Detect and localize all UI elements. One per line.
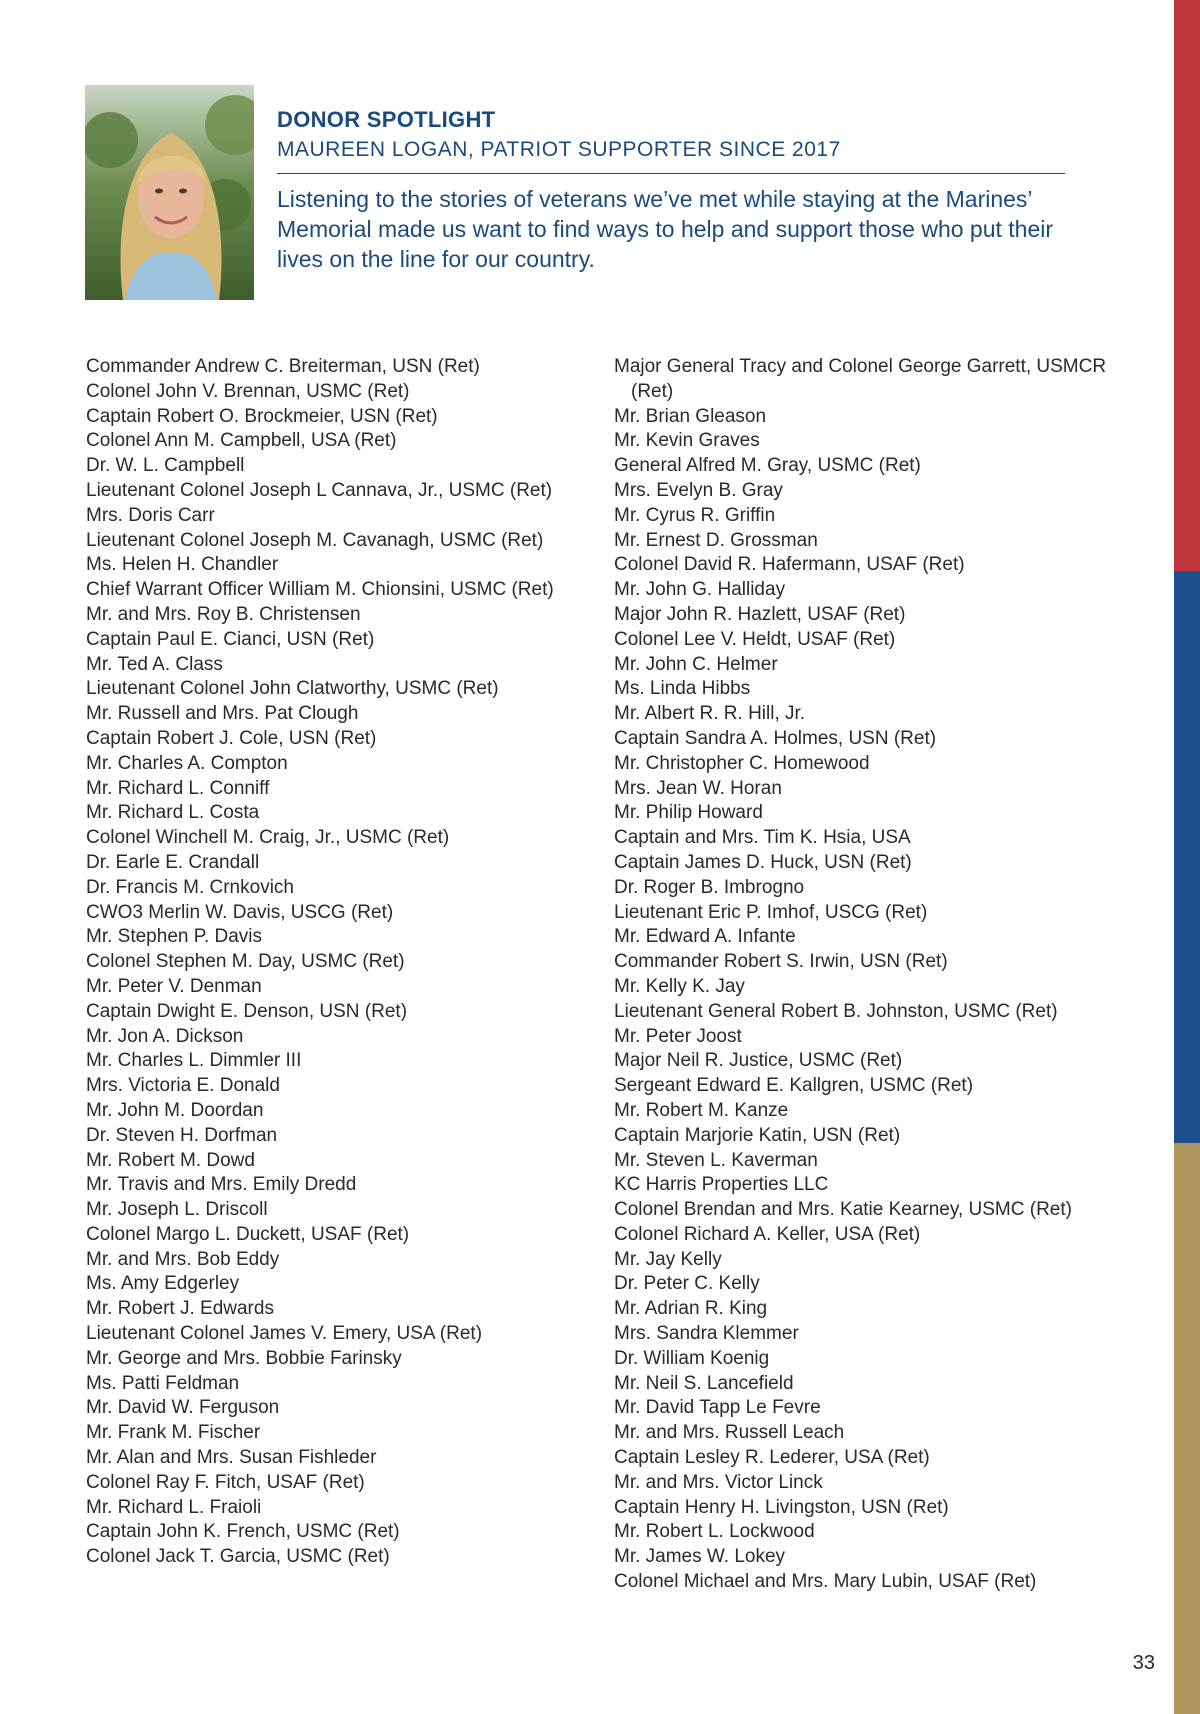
donor-name: Captain John K. French, USMC (Ret) xyxy=(86,1521,400,1543)
donor-name: Commander Andrew C. Breiterman, USN (Ret) xyxy=(86,356,480,377)
donor-name: Mr. Kevin Graves xyxy=(614,430,760,452)
donor-name: Lieutenant Colonel Joseph M. Cavanagh, USMC (Ret) xyxy=(86,529,544,551)
donor-name: Mr. Philip Howard xyxy=(614,802,763,824)
donor-name: General Alfred M. Gray, USMC (Ret) xyxy=(614,455,921,477)
donor-name: Captain Robert O. Brockmeier, USN (Ret) xyxy=(86,405,438,427)
spotlight-subheading: MAUREEN LOGAN, PATRIOT SUPPORTER SINCE 2017 xyxy=(277,138,841,161)
stripe-gold-segment xyxy=(1174,1143,1200,1714)
donor-name: Dr. Earle E. Crandall xyxy=(86,851,260,873)
donor-name: Mr. Jay Kelly xyxy=(614,1248,722,1270)
donor-name: Mr. Ted A. Class xyxy=(86,653,223,675)
donor-name: Colonel Ray F. Fitch, USAF (Ret) xyxy=(86,1471,365,1493)
donor-name: Mr. Robert J. Edwards xyxy=(86,1298,274,1320)
donor-name: Colonel Margo L. Duckett, USAF (Ret) xyxy=(86,1223,410,1245)
donor-name: Mr. Edward A. Infante xyxy=(614,926,796,948)
stripe-blue-segment xyxy=(1174,571,1200,1143)
donor-name: Mr. Robert M. Kanze xyxy=(614,1099,789,1121)
donor-name: Commander Robert S. Irwin, USN (Ret) xyxy=(614,951,948,973)
donor-name: Mr. Brian Gleason xyxy=(614,405,767,427)
donor-name: Lieutenant Colonel John Clatworthy, USMC (Ret) xyxy=(86,678,499,700)
donor-name: Mr. and Mrs. Russell Leach xyxy=(614,1422,845,1444)
donor-name: CWO3 Merlin W. Davis, USCG (Ret) xyxy=(86,901,394,923)
donor-name: Mr. Charles A. Compton xyxy=(86,752,288,774)
donor-name: Ms. Helen H. Chandler xyxy=(86,554,279,576)
donor-name: Mr. Albert R. R. Hill, Jr. xyxy=(614,703,806,725)
donor-name: Colonel Lee V. Heldt, USAF (Ret) xyxy=(614,628,896,650)
donor-name: Mr. and Mrs. Bob Eddy xyxy=(86,1248,280,1270)
donor-name: Mr. David Tapp Le Fevre xyxy=(614,1397,821,1419)
donor-name: Mr. George and Mrs. Bobbie Farinsky xyxy=(86,1347,402,1369)
donor-name: Mr. Kelly K. Jay xyxy=(614,975,745,997)
donor-name: Lieutenant Colonel Joseph L Cannava, Jr., USMC (Ret) xyxy=(86,479,553,501)
donor-name: Colonel Jack T. Garcia, USMC (Ret) xyxy=(86,1546,390,1568)
donor-list-right-column xyxy=(614,355,1114,1595)
donor-name: Mr. Ernest D. Grossman xyxy=(614,529,818,551)
donor-name: Mr. Travis and Mrs. Emily Dredd xyxy=(86,1174,357,1196)
donor-name: Major General Tracy and Colonel George Garrett, USMCR (Ret) xyxy=(614,356,1107,402)
donor-name: Dr. Steven H. Dorfman xyxy=(86,1124,278,1146)
donor-portrait-photo xyxy=(85,85,254,300)
donor-name: Mr. Richard L. Conniff xyxy=(86,777,270,799)
donor-name: Mrs. Victoria E. Donald xyxy=(86,1075,280,1097)
donor-name: Mr. John M. Doordan xyxy=(86,1099,264,1121)
donor-name: Mr. Frank M. Fischer xyxy=(86,1422,261,1444)
donor-name: Colonel Richard A. Keller, USA (Ret) xyxy=(614,1223,921,1245)
donor-name: Major John R. Hazlett, USAF (Ret) xyxy=(614,603,906,625)
donor-name: Mr. Charles L. Dimmler III xyxy=(86,1050,302,1072)
donor-name: Mr. Robert M. Dowd xyxy=(86,1149,255,1171)
donor-name: Mr. David W. Ferguson xyxy=(86,1397,280,1419)
donor-name: Mr. Stephen P. Davis xyxy=(86,926,263,948)
decorative-side-stripe xyxy=(1174,0,1200,1714)
donor-name: Captain Dwight E. Denson, USN (Ret) xyxy=(86,1000,408,1022)
donor-name: Dr. W. L. Campbell xyxy=(86,455,245,477)
donor-name: Mr. Steven L. Kaverman xyxy=(614,1149,818,1171)
donor-name: Captain James D. Huck, USN (Ret) xyxy=(614,851,912,873)
donor-name: Mr. Alan and Mrs. Susan Fishleder xyxy=(86,1447,377,1469)
donor-name: Captain Lesley R. Lederer, USA (Ret) xyxy=(614,1447,930,1469)
donor-name: Mrs. Jean W. Horan xyxy=(614,777,782,799)
donor-name: Mr. Peter Joost xyxy=(614,1025,742,1047)
spotlight-divider xyxy=(277,173,1065,174)
donor-name: Ms. Patti Feldman xyxy=(86,1372,240,1394)
donor-name: Colonel Brendan and Mrs. Katie Kearney, USMC (Ret) xyxy=(614,1199,1072,1221)
donor-name: Mr. Peter V. Denman xyxy=(86,975,262,997)
donor-name: Mr. Richard L. Fraioli xyxy=(86,1496,262,1518)
donor-name: Mr. John G. Halliday xyxy=(614,579,786,601)
donor-name: Captain and Mrs. Tim K. Hsia, USA xyxy=(614,827,911,849)
donor-name: Captain Henry H. Livingston, USN (Ret) xyxy=(614,1496,949,1518)
donor-name: Mrs. Doris Carr xyxy=(86,504,215,526)
page-number: 33 xyxy=(1132,1652,1155,1674)
donor-name: Mr. James W. Lokey xyxy=(614,1546,786,1568)
stripe-red-segment xyxy=(1174,0,1200,571)
donor-name: Mr. Joseph L. Driscoll xyxy=(86,1199,268,1221)
donor-name: Major Neil R. Justice, USMC (Ret) xyxy=(614,1050,903,1072)
spotlight-quote: Listening to the stories of veterans we’ve met while staying at the Marines’ Memorial made us want to find ways to help and support those who put their lives on the line for our country. xyxy=(277,186,1054,272)
donor-name: Dr. Francis M. Crnkovich xyxy=(86,876,294,898)
spotlight-heading: DONOR SPOTLIGHT xyxy=(277,107,496,132)
donor-name: Mrs. Sandra Klemmer xyxy=(614,1323,799,1345)
donor-name: Mr. Adrian R. King xyxy=(614,1298,768,1320)
donor-name: KC Harris Properties LLC xyxy=(614,1174,829,1196)
donor-name: Dr. Roger B. Imbrogno xyxy=(614,876,805,898)
donor-name: Mr. Christopher C. Homewood xyxy=(614,752,870,774)
donor-name: Sergeant Edward E. Kallgren, USMC (Ret) xyxy=(614,1075,974,1097)
donor-name: Ms. Amy Edgerley xyxy=(86,1273,240,1295)
donor-name: Mr. Cyrus R. Griffin xyxy=(614,504,776,526)
spotlight-text-block xyxy=(277,107,1065,274)
donor-name: Mr. and Mrs. Roy B. Christensen xyxy=(86,603,361,625)
donor-name: Dr. William Koenig xyxy=(614,1347,770,1369)
donor-name: Mr. Russell and Mrs. Pat Clough xyxy=(86,703,359,725)
donor-name: Ms. Linda Hibbs xyxy=(614,678,751,700)
donor-name: Captain Sandra A. Holmes, USN (Ret) xyxy=(614,727,937,749)
donor-name: Captain Marjorie Katin, USN (Ret) xyxy=(614,1124,901,1146)
donor-name: Mr. Robert L. Lockwood xyxy=(614,1521,815,1543)
donor-name: Colonel David R. Hafermann, USAF (Ret) xyxy=(614,554,965,576)
donor-name: Lieutenant General Robert B. Johnston, USMC (Ret) xyxy=(614,1000,1058,1022)
donor-name: Dr. Peter C. Kelly xyxy=(614,1273,760,1295)
donor-name: Mr. Neil S. Lancefield xyxy=(614,1372,794,1394)
donor-list-left-column xyxy=(86,355,606,1570)
donor-name: Colonel Winchell M. Craig, Jr., USMC (Ret) xyxy=(86,827,450,849)
donor-name: Mr. John C. Helmer xyxy=(614,653,778,675)
donor-name: Colonel Ann M. Campbell, USA (Ret) xyxy=(86,430,397,452)
donor-name: Colonel John V. Brennan, USMC (Ret) xyxy=(86,380,410,402)
donor-name: Colonel Michael and Mrs. Mary Lubin, USAF (Ret) xyxy=(614,1571,1037,1593)
donor-name: Mrs. Evelyn B. Gray xyxy=(614,479,783,501)
donor-name: Lieutenant Colonel James V. Emery, USA (Ret) xyxy=(86,1323,483,1345)
donor-name: Lieutenant Eric P. Imhof, USCG (Ret) xyxy=(614,901,928,923)
donor-name: Captain Paul E. Cianci, USN (Ret) xyxy=(86,628,375,650)
donor-name: Mr. and Mrs. Victor Linck xyxy=(614,1471,823,1493)
donor-name: Captain Robert J. Cole, USN (Ret) xyxy=(86,727,377,749)
donor-name: Colonel Stephen M. Day, USMC (Ret) xyxy=(86,951,405,973)
donor-name: Mr. Richard L. Costa xyxy=(86,802,260,824)
donor-name: Chief Warrant Officer William M. Chionsini, USMC (Ret) xyxy=(86,579,554,601)
donor-name: Mr. Jon A. Dickson xyxy=(86,1025,244,1047)
